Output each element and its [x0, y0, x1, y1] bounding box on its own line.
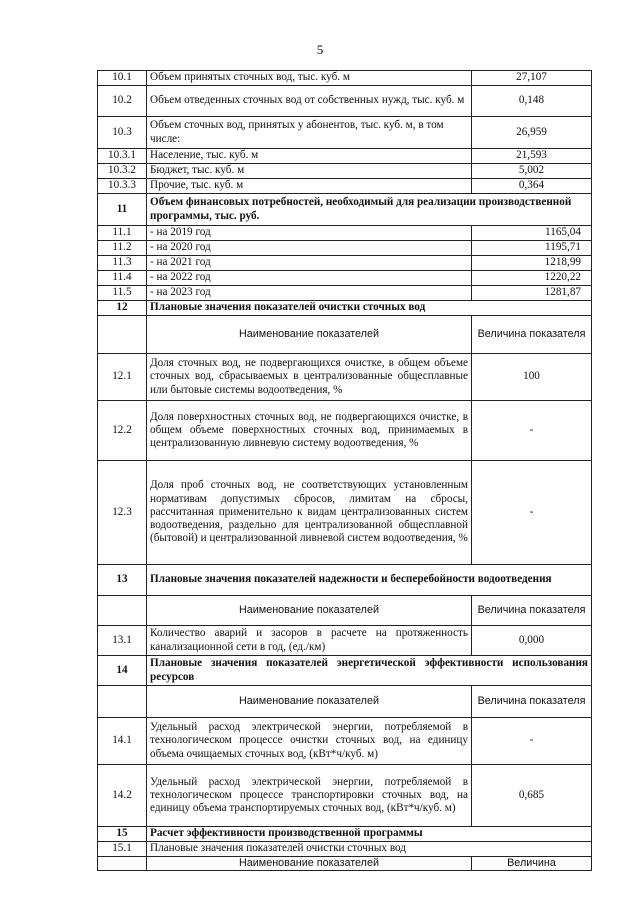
- row-value: 27,107: [472, 71, 592, 86]
- row-number: 15.1: [98, 842, 147, 857]
- row-value: -: [472, 401, 592, 461]
- table-row: [98, 842, 592, 857]
- row-number: 12.2: [98, 401, 147, 461]
- column-header-value: Величина показателя: [472, 686, 592, 718]
- section-row: [98, 565, 592, 596]
- table-row: [98, 71, 592, 86]
- header-row: [98, 316, 592, 354]
- section-row: [98, 827, 592, 842]
- row-number: 11.3: [98, 256, 147, 271]
- table-row: [98, 354, 592, 401]
- row-label: Удельный расход электрической энергии, потребляемой в технологическом процессе очистки сточных вод, на единицу объема очищаемых сточных вод, (кВт*ч/куб. м): [147, 718, 472, 765]
- table-row: [98, 461, 592, 565]
- row-label: - на 2021 год: [147, 256, 472, 271]
- column-header-name: Наименование показателей: [147, 686, 472, 718]
- row-value: -: [472, 718, 592, 765]
- row-label: Объем отведенных сточных вод от собственных нужд, тыс. куб. м: [147, 86, 472, 117]
- row-label: Плановые значения показателей очистки сточных вод: [147, 842, 592, 857]
- page-number: 5: [316, 42, 324, 57]
- table-row: [98, 164, 592, 179]
- empty-cell: [98, 316, 147, 354]
- row-number: 14.2: [98, 765, 147, 827]
- header-row: [98, 686, 592, 718]
- row-value: 0,685: [472, 765, 592, 827]
- row-number: 10.3: [98, 117, 147, 149]
- table-row: [98, 286, 592, 301]
- table-row: [98, 241, 592, 256]
- row-value: 100: [472, 354, 592, 401]
- section-title: Расчет эффективности производственной программы: [147, 827, 592, 842]
- row-value: 21,593: [472, 149, 592, 164]
- row-value: 5,002: [472, 164, 592, 179]
- row-number: 11.4: [98, 271, 147, 286]
- row-label: - на 2020 год: [147, 241, 472, 256]
- column-header-name: Наименование показателей: [147, 857, 472, 871]
- table-row: [98, 718, 592, 765]
- section-title: Объем финансовых потребностей, необходимый для реализации производственной программы, тыс. руб.: [147, 194, 592, 226]
- row-label: - на 2023 год: [147, 286, 472, 301]
- table-row: [98, 765, 592, 827]
- row-number: 14.1: [98, 718, 147, 765]
- row-number: 12.3: [98, 461, 147, 565]
- empty-cell: [98, 686, 147, 718]
- row-value: 1220,22: [472, 271, 592, 286]
- row-label: Прочие, тыс. куб. м: [147, 179, 472, 194]
- table-row: [98, 149, 592, 164]
- section-row: [98, 301, 592, 316]
- row-label: - на 2022 год: [147, 271, 472, 286]
- section-row: [98, 656, 592, 686]
- table-row: [98, 271, 592, 286]
- row-label: Доля проб сточных вод, не соответствующих установленным нормативам допустимых сбросов, лимитам на сбросы, рассчитанная применительно к видам централизованных систем водоотведения, раздельно для централизованной общесплавной (бытовой) и централизованной ливневой систем водоотведения, %: [147, 461, 472, 565]
- section-title: Плановые значения показателей энергетической эффективности использования ресурсов: [147, 656, 592, 686]
- row-label: Доля поверхностных сточных вод, не подвергающихся очистке, в общем объеме поверхностных сточных вод, принимаемых в централизованную ливневую систему водоотведения, %: [147, 401, 472, 461]
- table-row: [98, 179, 592, 194]
- row-value: 1165,04: [472, 226, 592, 241]
- row-number: 11.1: [98, 226, 147, 241]
- column-header-name: Наименование показателей: [147, 316, 472, 354]
- column-header-name: Наименование показателей: [147, 596, 472, 626]
- column-header-value: Величина показателя: [472, 316, 592, 354]
- row-number: 11.2: [98, 241, 147, 256]
- section-title: Плановые значения показателей надежности и бесперебойности водоотведения: [147, 565, 592, 596]
- row-value: 1195,71: [472, 241, 592, 256]
- column-header-value: Величина: [472, 857, 592, 871]
- row-label: Удельный расход электрической энергии, потребляемой в технологическом процессе транспортировки сточных вод, на единицу объема транспортируемых сточных вод, (кВт*ч/куб. м): [147, 765, 472, 827]
- header-row: [98, 857, 592, 871]
- section-number: 15: [98, 827, 147, 842]
- row-number: 10.3.3: [98, 179, 147, 194]
- section-row: [98, 194, 592, 226]
- row-value: 0,364: [472, 179, 592, 194]
- row-number: 10.2: [98, 86, 147, 117]
- section-title: Плановые значения показателей очистки сточных вод: [147, 301, 592, 316]
- table-row: [98, 626, 592, 656]
- program-table: [97, 70, 592, 871]
- section-number: 13: [98, 565, 147, 596]
- row-value: 0,148: [472, 86, 592, 117]
- empty-cell: [98, 596, 147, 626]
- row-value: 1281,87: [472, 286, 592, 301]
- row-label: Объем сточных вод, принятых у абонентов, тыс. куб. м, в том числе:: [147, 117, 472, 149]
- row-number: 11.5: [98, 286, 147, 301]
- section-number: 14: [98, 656, 147, 686]
- table-row: [98, 117, 592, 149]
- row-number: 10.3.1: [98, 149, 147, 164]
- table-row: [98, 401, 592, 461]
- row-label: Количество аварий и засоров в расчете на протяженность канализационной сети в год, (ед./км): [147, 626, 472, 656]
- row-label: Население, тыс. куб. м: [147, 149, 472, 164]
- row-label: Бюджет, тыс. куб. м: [147, 164, 472, 179]
- row-label: Доля сточных вод, не подвергающихся очистке, в общем объеме сточных вод, сбрасываемых в централизованные общесплавные или бытовые системы водоотведения, %: [147, 354, 472, 401]
- row-number: 13.1: [98, 626, 147, 656]
- row-number: 10.3.2: [98, 164, 147, 179]
- column-header-value: Величина показателя: [472, 596, 592, 626]
- row-value: -: [472, 461, 592, 565]
- row-value: 0,000: [472, 626, 592, 656]
- row-label: Объем принятых сточных вод, тыс. куб. м: [147, 71, 472, 86]
- row-number: 12.1: [98, 354, 147, 401]
- table-row: [98, 256, 592, 271]
- row-value: 1218,99: [472, 256, 592, 271]
- row-number: 10.1: [98, 71, 147, 86]
- table-row: [98, 226, 592, 241]
- empty-cell: [98, 857, 147, 871]
- header-row: [98, 596, 592, 626]
- row-label: - на 2019 год: [147, 226, 472, 241]
- table-row: [98, 86, 592, 117]
- section-number: 12: [98, 301, 147, 316]
- row-value: 26,959: [472, 117, 592, 149]
- section-number: 11: [98, 194, 147, 226]
